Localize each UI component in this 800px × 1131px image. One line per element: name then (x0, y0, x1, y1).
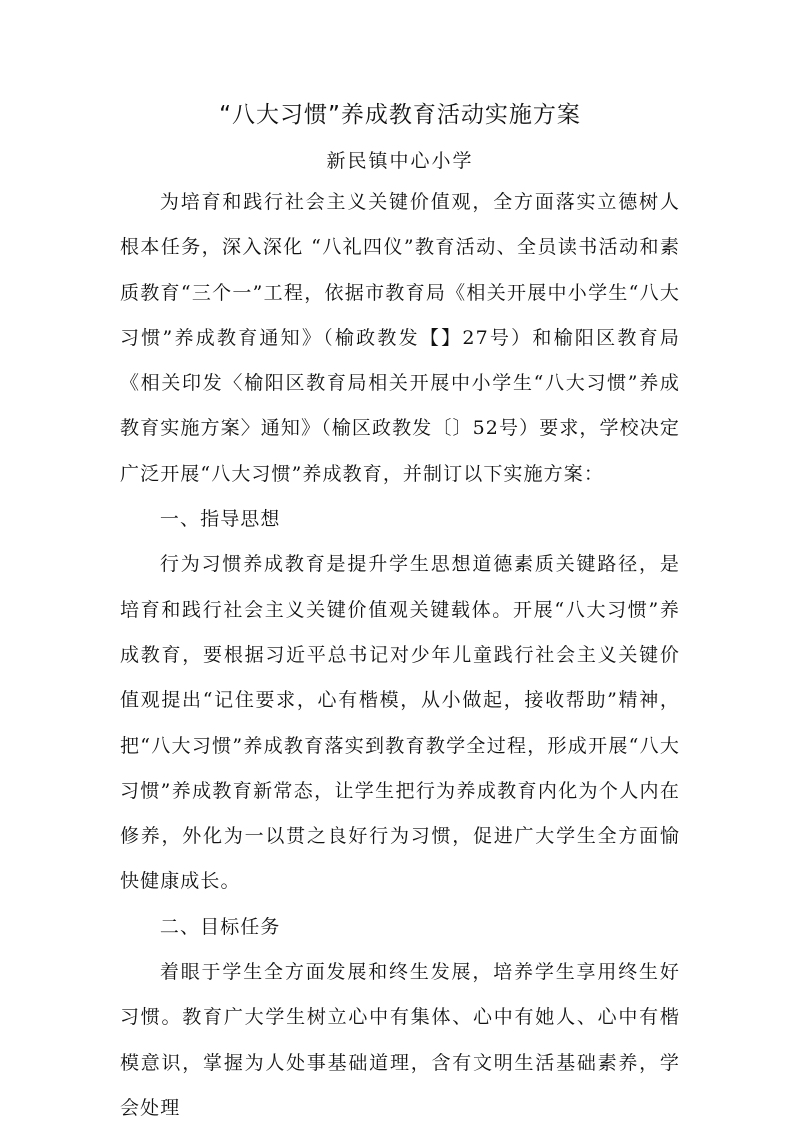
intro-paragraph: 为培育和践行社会主义关键价值观，全方面落实立德树人根本任务，深入深化 “八礼四仪”教育活动、全员读书活动和素质教育“三个一”工程，依据市教育局《相关开展中小学生“八大习惯”养成教育通知》（榆政教发【】27号）和榆阳区教育局《相关印发〈榆阳区教育局相关开展中小学生“八大习惯”养成教育实施方案〉通知》（榆区政教发〔〕52号）要求，学校决定广泛开展“八大习惯”养成教育，并制订以下实施方案： (120, 191, 680, 485)
document-title: “八大习惯”养成教育活动实施方案 (219, 102, 581, 128)
goals-tasks-paragraph: 着眼于学生全方面发展和终生发展，培养学生享用终生好习惯。教育广大学生树立心中有集体、心中有她人、心中有楷模意识，掌握为人处事基础道理，含有文明生活基础素养，学会处理 (120, 961, 680, 1119)
section-heading-guiding-ideology: 一、指导思想 (159, 508, 281, 531)
document-subtitle: 新民镇中心小学 (326, 150, 474, 172)
document-body (120, 180, 680, 1131)
guiding-ideology-paragraph: 行为习惯养成教育是提升学生思想道德素质关键路径，是培育和践行社会主义关键价值观关键载体。开展“八大习惯”养成教育，要根据习近平总书记对少年儿童践行社会主义关键价值观提出“记住要求，心有楷模，从小做起，接收帮助”精神，把“八大习惯”养成教育落实到教育教学全过程，形成开展“八大习惯”养成教育新常态，让学生把行为养成教育内化为个人内在修养，外化为一以贯之良好行为习惯，促进广大学生全方面愉快健康成长。 (120, 553, 680, 893)
section-heading-goals-tasks: 二、目标任务 (159, 915, 281, 938)
